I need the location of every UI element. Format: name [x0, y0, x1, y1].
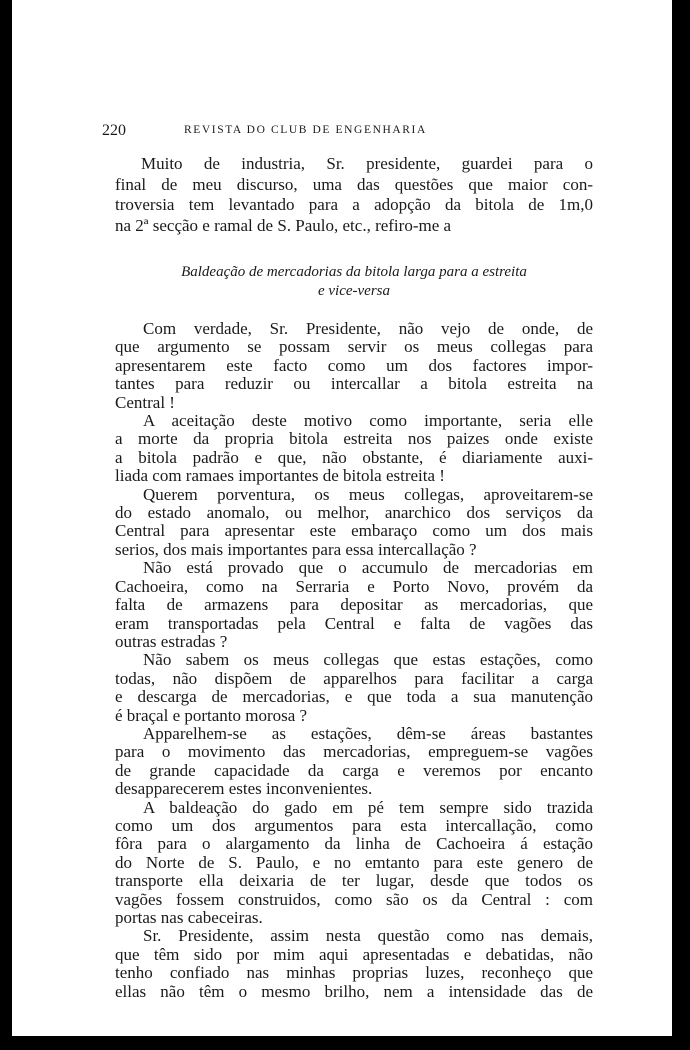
- document-page: [12, 0, 672, 1036]
- page-header: [102, 122, 592, 144]
- intro-paragraph: [115, 154, 593, 236]
- section-heading: [112, 263, 596, 300]
- body-line: e descarga de mercadorias, e que toda a sua manutenção: [115, 688, 593, 707]
- body-line: que têm sido por mim aqui apresentadas e debatidas, não: [115, 945, 593, 964]
- body-line: que argumento se possam servir os meus collegas para: [115, 338, 593, 357]
- body-line: Central !: [115, 393, 175, 412]
- body-line: portas nas cabeceiras.: [115, 909, 263, 927]
- body-line: outras estradas ?: [115, 632, 228, 651]
- body-line: do estado anomalo, ou melhor, anarchico dos serviços da: [115, 504, 593, 523]
- body-line: do Norte de S. Paulo, e no emtanto para este genero de: [115, 853, 593, 872]
- body-line: Não está provado que o accumulo de mercadorias em: [143, 559, 593, 578]
- body-line: a morte da propria bitola estreita nos paizes onde existe: [115, 430, 593, 449]
- body-line: A aceitação deste motivo como importante, seria elle: [143, 412, 593, 431]
- body-line: Sr. Presidente, assim nesta questão como nas demais,: [143, 927, 593, 946]
- body-line: vagões fossem construidos, como são os da Central : com: [115, 890, 593, 909]
- body-line: fôra para o alargamento da linha de Cachoeira á estação: [115, 835, 593, 854]
- intro-line: final de meu discurso, uma das questões que maior con-: [115, 174, 593, 194]
- intro-line: Muito de industria, Sr. presidente, guardei para o: [141, 154, 593, 173]
- body-line: tenho confiado nas minhas proprias luzes, reconheço que: [115, 964, 593, 983]
- body-line: Querem porventura, os meus collegas, aproveitarem-se: [143, 485, 593, 504]
- body-line: apresentarem este facto como um dos factores impor-: [115, 356, 593, 375]
- body-line: Com verdade, Sr. Presidente, não vejo de onde, de: [143, 320, 593, 338]
- body-line: serios, dos mais importantes para essa intercallação ?: [115, 540, 477, 559]
- body-line: como um dos argumentos para esta intercallação, como: [115, 816, 593, 835]
- intro-line: troversia tem levantado para a adopção da bitola de 1m,0: [115, 195, 593, 214]
- body-text: [115, 320, 593, 1001]
- body-line: a bitola padrão e que, não obstante, é diariamente auxi-: [115, 448, 593, 467]
- body-line: todas, não dispõem de apparelhos para facilitar a carga: [115, 669, 593, 688]
- section-heading-line: Baldeação de mercadorias da bitola larga para a estreita: [181, 264, 527, 280]
- body-line: para o movimento das mercadorias, empreguem-se vagões: [115, 743, 593, 762]
- body-line: desapparecerem estes inconvenientes.: [115, 780, 373, 799]
- page-number: 220: [102, 122, 126, 139]
- body-line: Apparelhem-se as estações, dêm-se áreas bastantes: [143, 724, 593, 743]
- intro-line: na 2ª secção e ramal de S. Paulo, etc., refiro-me a: [115, 215, 452, 235]
- body-line: é braçal e portanto morosa ?: [115, 706, 308, 725]
- body-line: liada com ramaes importantes de bitola estreita !: [115, 467, 445, 486]
- body-line: transporte ella deixaria de ter lugar, desde que todos os: [115, 872, 593, 891]
- body-line: eram transportadas pela Central e falta de vagões das: [115, 614, 593, 633]
- section-heading-line: e vice-versa: [317, 282, 391, 299]
- body-line: ellas não têm o mesmo brilho, nem a intensidade das de: [115, 982, 593, 1001]
- body-line: tantes para reduzir ou intercallar a bitola estreita na: [115, 375, 593, 394]
- body-line: A baldeação do gado em pé tem sempre sido trazida: [143, 798, 593, 817]
- body-line: Central para apresentar este embaraço como um dos mais: [115, 522, 593, 541]
- running-title: REVISTA DO CLUB DE ENGENHARIA: [184, 124, 427, 136]
- body-line: Cachoeira, como na Serraria e Porto Novo, provém da: [115, 577, 593, 596]
- body-line: Não sabem os meus collegas que estas estações, como: [143, 651, 593, 670]
- body-line: falta de armazens para depositar as mercadorias, que: [115, 596, 593, 615]
- body-line: de grande capacidade da carga e veremos por encanto: [115, 761, 593, 780]
